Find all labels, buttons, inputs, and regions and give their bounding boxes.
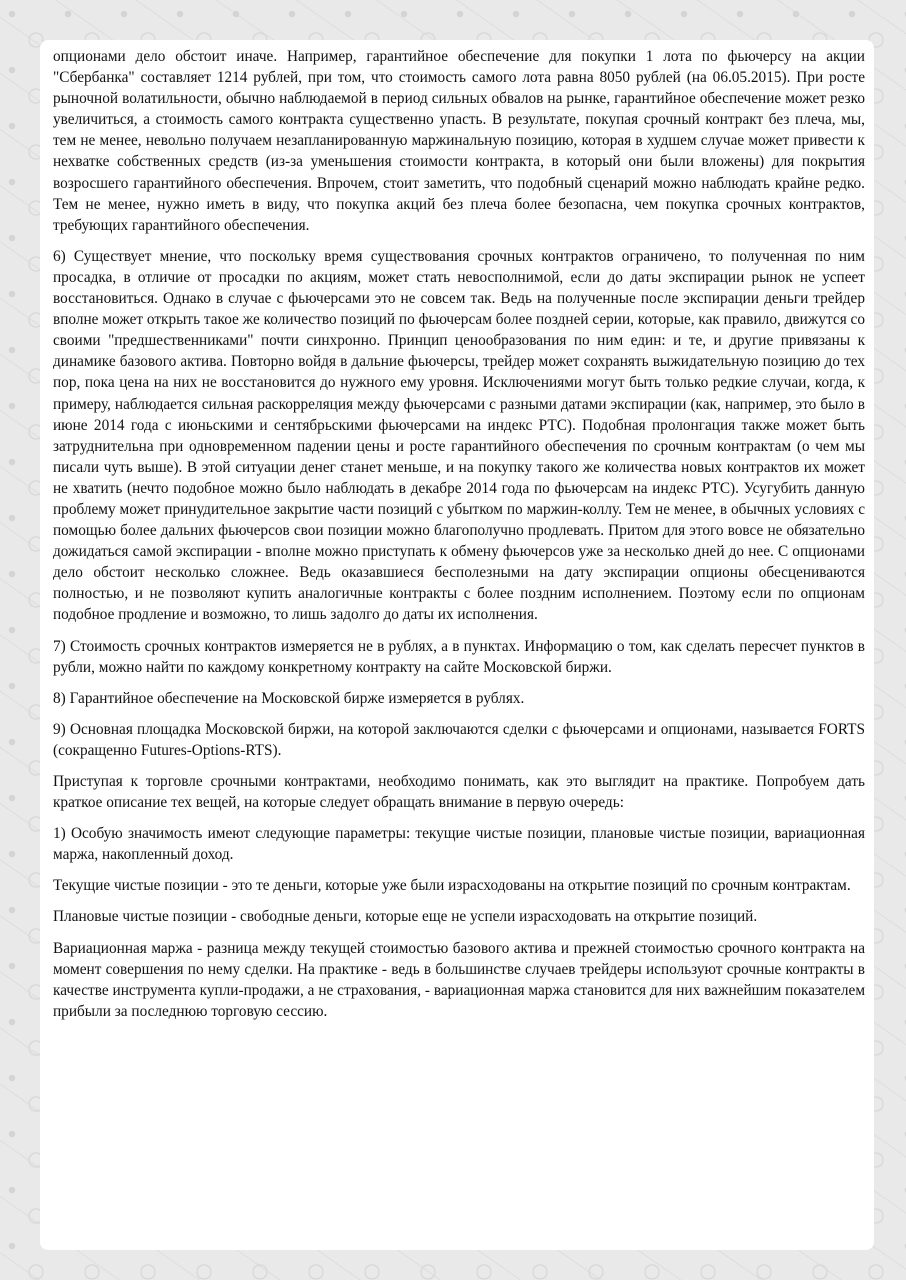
paragraph-practice-point-1: 1) Особую значимость имеют следующие параметры: текущие чистые позиции, плановые чистые позиции, вариационная маржа, накопленный доход.	[53, 825, 865, 864]
paragraph-point-9: 9) Основная площадка Московской биржи, на которой заключаются сделки с фьючерсами и опционами, называется FORTS (сокращенно Futures-Options-RTS).	[53, 720, 865, 759]
paragraph-point-7: 7) Стоимость срочных контрактов измеряется не в рублях, а в пунктах. Информацию о том, как сделать пересчет пунктов в рубли, можно найти по каждому конкретному контракту на сайте Московской биржи.	[53, 637, 865, 676]
paragraph-variation-margin: Вариационная маржа - разница между текущей стоимостью базового актива и прежней стоимостью срочного контракта на момент совершения по нему сделки. На практике - ведь в большинстве случаев трейдеры используют срочные контракты в качестве инструмента купли-продажи, а не страхования, - вариационная маржа становится для них важнейшим показателем прибыли за последнюю торговую сессию.	[53, 939, 865, 1020]
paragraph-intro-practice: Приступая к торговле срочными контрактами, необходимо понимать, как это выглядит на практике. Попробуем дать краткое описание тех вещей, на которые следует обращать внимание в первую очередь:	[53, 773, 865, 812]
paragraph-point-6: 6) Существует мнение, что поскольку время существования срочных контрактов ограничено, то полученная по ним просадка, в отличие от просадки по акциям, может стать невосполнимой, если до даты экспирации рынок не успеет восстановиться. Однако в случае с фьючерсами это не совсем так. Ведь на полученные после экспирации деньги трейдер вполне может открыть такое же количество позиций по фьючерсам более поздней серии, которые, как правило, движутся со своими "предшественниками" почти синхронно. Принцип ценообразования по ним един: и те, и другие привязаны к динамике базового актива. Повторно войдя в дальние фьючерсы, трейдер может сохранять выжидательную позицию до тех пор, пока цена на них не восстановится до нужного ему уровня. Исключениями могут быть только редкие случаи, когда, к примеру, наблюдается сильная раскорреляция между фьючерсами с разными датами экспирации (как, например, это было в июне 2014 года с июньскими и сентябрьскими фьючерсами на индекс РТС). Подобная пролонгация также может быть затруднительна при одновременном падении цены и росте гарантийного обеспечения по срочным контрактам (о чем мы писали чуть выше). В этой ситуации денег станет меньше, и на покупку такого же количества новых контрактов их может не хватить (нечто подобное можно было наблюдать в декабре 2014 года по фьючерсам на индекс РТС). Усугубить данную проблему может принудительное закрытие части позиций с убытком по маржин-коллу. Тем не менее, в обычных условиях с помощью более дальних фьючерсов свои позиции можно благополучно продлевать. Притом для этого вовсе не обязательно дожидаться самой экспирации - вполне можно приступать к обмену фьючерсов уже за несколько дней до нее. С опционами дело обстоит несколько сложнее. Ведь оказавшиеся бесполезными на дату экспирации опционы обесцениваются полностью, и не позволяют купить аналогичные контракты с более поздним исполнением. Поэтому если по опционам подобное продление и возможно, то лишь задолго до даты их исполнения.	[53, 247, 865, 624]
paragraph-planned-net-positions: Плановые чистые позиции - свободные деньги, которые еще не успели израсходовать на открытие позиций.	[53, 908, 758, 926]
paragraph-point-8: 8) Гарантийное обеспечение на Московской бирже измеряется в рублях.	[53, 689, 525, 707]
paragraph-current-net-positions: Текущие чистые позиции - это те деньги, которые уже были израсходованы на открытие позиций по срочным контрактам.	[53, 877, 851, 895]
document-page	[40, 40, 874, 1250]
paragraph-margin-continuation: опционами дело обстоит иначе. Например, гарантийное обеспечение для покупки 1 лота по фьючерсу на акции "Сбербанка" составляет 1214 рублей, при том, что стоимость самого лота равна 8050 рублей (на 06.05.2015). При росте рыночной волатильности, обычно наблюдаемой в период сильных обвалов на рынке, гарантийное обеспечение может резко увеличиться, а стоимость самого контракта существенно упасть. В результате, покупая срочный контракт без плеча, мы, тем не менее, невольно получаем незапланированную маржинальную позицию, которая в худшем случае может привести к нехватке собственных средств (из-за уменьшения стоимости контракта, в который они были вложены) для покрытия возросшего гарантийного обеспечения. Впрочем, стоит заметить, что подобный сценарий можно наблюдать крайне редко. Тем не менее, нужно иметь в виду, что покупка акций без плеча более безопасна, чем покупка срочных контрактов, требующих гарантийного обеспечения.	[53, 48, 865, 234]
